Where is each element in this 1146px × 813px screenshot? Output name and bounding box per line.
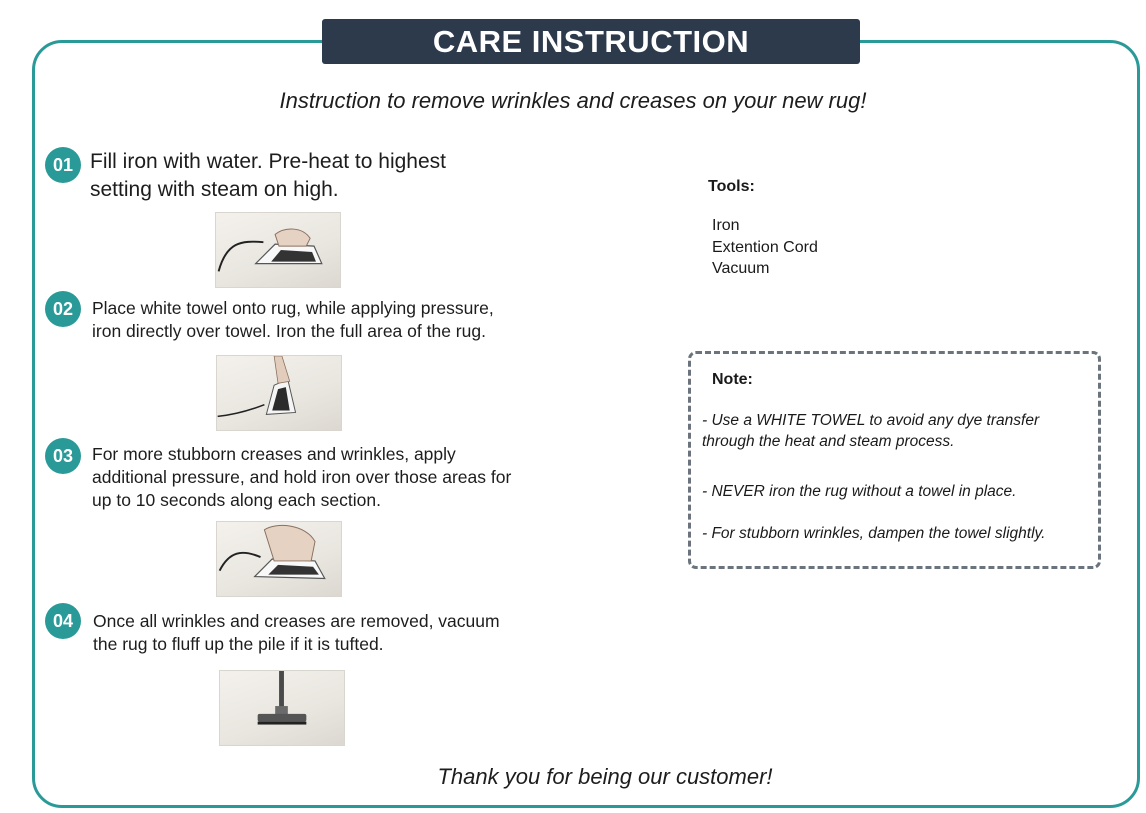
step-01-photo-iron <box>215 212 341 288</box>
step-04-line-2: the rug to fluff up the pile if it is tufted. <box>93 634 384 654</box>
note-line-1: - Use a WHITE TOWEL to avoid any dye transfer <box>702 412 1040 429</box>
step-02-line-1: Place white towel onto rug, while applying pressure, <box>92 298 494 318</box>
note-line-4: - For stubborn wrinkles, dampen the towel slightly. <box>702 525 1046 542</box>
step-04-line-1: Once all wrinkles and creases are removed, vacuum <box>93 611 500 631</box>
footer-thanks: Thank you for being our customer! <box>437 764 773 789</box>
step-badge-02: 02 <box>45 291 81 327</box>
step-03-line-2: additional pressure, and hold iron over those areas for <box>92 467 512 487</box>
step-badge-04: 04 <box>45 603 81 639</box>
tools-title: Tools: <box>708 178 755 195</box>
step-04-text <box>93 610 500 656</box>
step-03-photo-iron-pressure <box>216 521 342 597</box>
subtitle: Instruction to remove wrinkles and creases on your new rug! <box>279 88 867 113</box>
step-03-line-1: For more stubborn creases and wrinkles, apply <box>92 444 456 464</box>
step-04-photo-vacuum <box>219 670 345 746</box>
step-01-line-1: Fill iron with water. Pre-heat to highest <box>90 150 446 173</box>
tool-item: Vacuum <box>712 260 770 277</box>
step-03-line-3: up to 10 seconds along each section. <box>92 490 381 510</box>
iron-photo-icon <box>216 213 340 287</box>
iron-pressure-photo-icon <box>217 522 341 596</box>
note-line-2: through the heat and steam process. <box>702 433 955 450</box>
step-02-text <box>92 297 494 343</box>
tools-list <box>712 215 818 280</box>
tool-item: Iron <box>712 217 740 234</box>
note-line-3: - NEVER iron the rug without a towel in place. <box>702 483 1017 500</box>
step-01-text <box>90 148 446 204</box>
step-03-text <box>92 443 511 512</box>
iron-towel-photo-icon <box>217 356 341 430</box>
tool-item: Extention Cord <box>712 238 818 256</box>
page-title: CARE INSTRUCTION <box>322 19 860 64</box>
step-01-line-2: setting with steam on high. <box>90 178 339 201</box>
step-badge-01: 01 <box>45 147 81 183</box>
step-02-line-2: iron directly over towel. Iron the full area of the rug. <box>92 321 486 341</box>
vacuum-photo-icon <box>220 671 344 745</box>
step-02-photo-iron-towel <box>216 355 342 431</box>
note-title: Note: <box>712 371 753 388</box>
step-badge-03: 03 <box>45 438 81 474</box>
